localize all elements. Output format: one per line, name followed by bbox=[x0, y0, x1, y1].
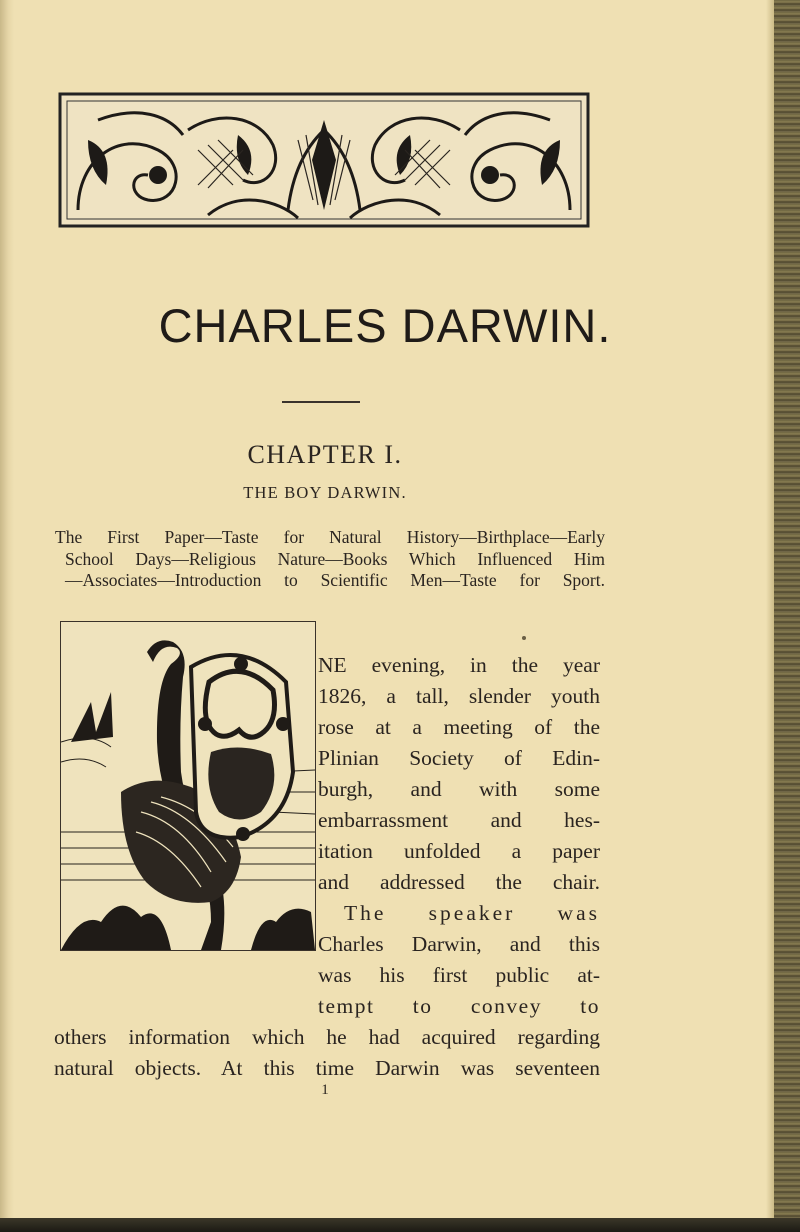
text-line: Plinian Society of Edin- bbox=[318, 746, 600, 770]
page-gutter-shadow bbox=[0, 0, 14, 1232]
page-edge-right bbox=[772, 0, 800, 1232]
paper-speck bbox=[522, 636, 526, 640]
book-title: CHARLES DARWIN. bbox=[158, 299, 612, 352]
page-edge-bottom bbox=[0, 1218, 800, 1232]
text-line: NE evening, in the year bbox=[318, 653, 600, 677]
text-line: others information which he had acquired regarding bbox=[54, 1025, 600, 1049]
summary-line: School Days—Religious Nature—Books Which Influenced Him bbox=[65, 548, 605, 569]
text-line: was his first public at- bbox=[318, 963, 600, 987]
text-line: embarrassment and hes- bbox=[318, 808, 600, 832]
text-line: burgh, and with some bbox=[318, 777, 600, 801]
text-line: and addressed the chair. bbox=[318, 870, 600, 894]
chapter-summary bbox=[55, 527, 605, 592]
text-line: 1826, a tall, slender youth bbox=[318, 684, 600, 708]
text-line: Charles Darwin, and this bbox=[318, 932, 600, 956]
text-line: itation unfolded a paper bbox=[318, 839, 600, 863]
text-line: natural objects. At this time Darwin was seventeen bbox=[54, 1056, 600, 1080]
text-line: The speaker was bbox=[344, 901, 600, 925]
scrollwork-headpiece-icon bbox=[58, 90, 590, 230]
summary-line: The First Paper—Taste for Natural History—Birthplace—Early bbox=[55, 527, 605, 547]
title-rule bbox=[282, 401, 360, 403]
summary-line: —Associates—Introduction to Scientific Men—Taste for Sport. bbox=[65, 570, 605, 590]
text-line: tempt to convey to bbox=[318, 994, 600, 1018]
chapter-heading: CHAPTER I. bbox=[247, 440, 403, 469]
chapter-title: THE BOY DARWIN. bbox=[243, 483, 407, 502]
page-number: 1 bbox=[321, 1082, 329, 1098]
initial-illustration bbox=[60, 621, 316, 951]
ornamental-initial-o-with-flamingo-icon bbox=[61, 622, 315, 950]
text-line: rose at a meeting of the bbox=[318, 715, 600, 739]
